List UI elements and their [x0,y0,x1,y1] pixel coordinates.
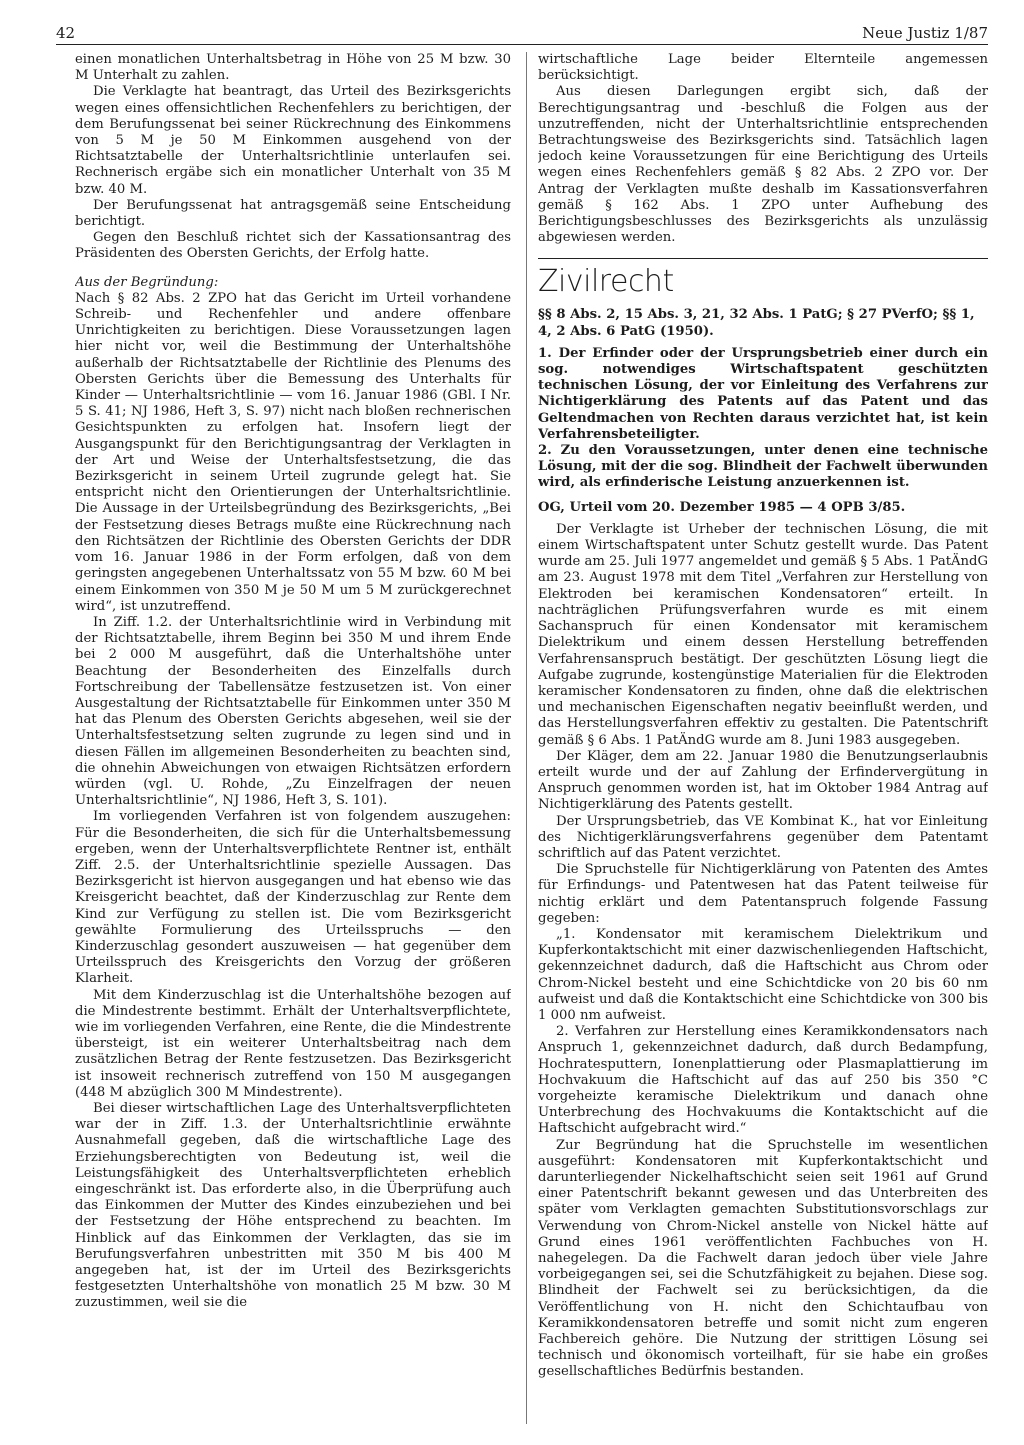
paragraph: Der Kläger, dem am 22. Januar 1980 die Benutzungserlaubnis erteilt wurde und der auf Zahlung der Erfindervergütung in Anspruch genommen worden ist, hat im Oktober 1984 Antrag auf Nichtigerklärung des Patents gestellt. [538,748,988,813]
section-title: Zivilrecht [538,258,988,299]
journal-issue: Neue Justiz 1/87 [862,24,988,42]
column-divider [526,52,527,1424]
paragraph: Der Verklagte ist Urheber der technischen Lösung, die mit einem Wirtschaftspatent unter Schutz gestellt wurde. Das Patent wurde am 25. Juli 1977 angemeldet und gemäß § 5 Abs. 1 PatÄndG am 23. August 1978 mit dem Titel „Verfahren zur Herstellung von Elektroden bei keramischen Kondensatoren“ erteilt. In nachträglichen Prüfungsverfahren wurde es mit einem Sachanspruch für einen Kondensator mit keramischem Dielektrikum und einem dessen Herstellung betreffenden Verfahrensanspruch bestätigt. Der geschützten Lösung liegt die Aufgabe zugrunde, kostengünstige Materialien für die Elektroden keramischer Kondensatoren zu finden, ohne daß die elektrischen und mechanischen Eigenschaften negativ beeinflußt werden, und das Herstellungsverfahren effektiv zu gestalten. Die Patentschrift gemäß § 6 Abs. 1 PatÄndG wurde am 8. Juni 1983 ausgegeben. [538,521,988,748]
paragraph: Die Spruchstelle für Nichtigerklärung von Patenten des Amtes für Erfindungs- und Patentwesen hat das Patent teilweise für nichtig erklärt und dem Patentanspruch folgende Fassung gegeben: [538,862,988,926]
paragraph: Aus diesen Darlegungen ergibt sich, daß der Berechtigungsantrag und -beschluß die Folgen aus der unzutreffenden, nicht der Unterhaltsrichtlinie entsprechenden Betrachtungsweise des Bezirksgerichts sind. Tatsächlich lagen jedoch keine Voraussetzungen für eine Berichtigung des Urteils wegen eines Rechenfehlers gemäß § 82 Abs. 2 ZPO vor. Der Antrag der Verklagten mußte deshalb im Kassationsverfahren gemäß § 162 Abs. 1 ZPO unter Aufhebung des Berichtigungsbeschlusses des Bezirksgerichts als unzulässig abgewiesen werden. [538,84,988,246]
left-column [75,52,511,1425]
paragraph: Die Verklagte hat beantragt, das Urteil des Bezirksgerichts wegen eines offensichtlichen Rechenfehlers zu berichtigen, der dem Berufungssenat bei seiner Rückrechnung des Einkommens von 5 M je 50 M Einkommen ausgehend von der Richtsatztabelle der Unterhaltsrichtlinie unterlaufen sei. Rechnerisch ergäbe sich ein monatlicher Unterhalt von 35 M bzw. 40 M. [75,84,511,197]
court-citation: OG, Urteil vom 20. Dezember 1985 — 4 OPB 3/85. [538,499,906,515]
paragraph: Zur Begründung hat die Spruchstelle im wesentlichen ausgeführt: Kondensatoren mit Kupferkontaktschicht und darunterliegender Nickelhaftschicht seien seit 1961 auf Grund einer Patentschrift bekannt gewesen und das Unterbreiten des später vom Verklagten gemachten Substitutionsvorschlags zur Verwendung von Chrom-Nickel anstelle von Nickel hätte auf Grund eines 1961 veröffentlichten Fachbuches von H. nahegelegen. Da die Fachwelt daran jedoch über viele Jahre vorbeigegangen sei, sei die Schutzfähigkeit zu bejahen. Diese sog. Blindheit der Fachwelt sei zu berücksichtigen, da die Veröffentlichung von H. nicht den Schichtaufbau von Keramikkondensatoren betreffe und somit nicht zum engeren Fachbereich gehöre. Die Nutzung der strittigen Lösung sei technisch und ökonomisch vorteilhaft, für sie habe ein großes gesellschaftliches Bedürfnis bestanden. [538,1137,988,1380]
paragraph: wirtschaftliche Lage beider Elternteile angemessen berücksichtigt. [538,52,988,84]
paragraph: Im vorliegenden Verfahren ist von folgendem auszugehen: Für die Besonderheiten, die sich für die Unterhaltsbemessung ergeben, wenn der Unterhaltsverpflichtete Rentner ist, enthält Ziff. 2.5. der Unterhaltsrichtlinie spezielle Aussagen. Das Bezirksgericht ist hiervon ausgegangen und hat ebenso wie das Kreisgericht beachtet, daß der Kinderzuschlag zur Rente dem Kind zur Verfügung zu stellen ist. Die vom Bezirksgericht gewählte Formulierung des Urteilsspruchs — den Kinderzuschlag gesondert auszuweisen — hat gegenüber dem Urteilsspruch des Kreisgerichts den Vorzug der größeren Klarheit. [75,809,511,987]
paragraph: Nach § 82 Abs. 2 ZPO hat das Gericht im Urteil vorhandene Schreib- und Rechenfehler und andere offenbare Unrichtigkeiten zu berichtigen. Diese Voraussetzungen lagen hier nicht vor, weil die Bestimmung der Unterhaltshöhe außerhalb der Richtsatztabelle der Richtlinie des Plenums des Obersten Gerichts über die Bemessung des Unterhalts für Kinder — Unterhaltsrichtlinie — vom 16. Januar 1986 (GBl. I Nr. 5 S. 41; NJ 1986, Heft 3, S. 97) nicht nach bloßen rechnerischen Gesichtspunkten zu erfolgen hat. Insofern liegt der Ausgangspunkt für den Berichtigungsantrag der Verklagten in der Art und Weise der Unterhaltsfestsetzung, die das Bezirksgericht in seinem Urteil zugrunde gelegt hat. Sie entspricht nicht den Orientierungen der Unterhaltsrichtlinie. Die Aussage in der Urteilsbegründung des Bezirksgerichts, „Bei der Festsetzung dieses Betrags mußte eine Rückrechnung nach den Richtsätzen der Richtlinie des Obersten Gerichts der DDR vom 16. Januar 1986 in der Form erfolgen, daß von dem geringsten angegebenen Unterhaltssatz von 55 M bzw. 60 M bei einem Einkommen von 350 M je 50 M um 5 M zurückgerechnet wird“, ist unzutreffend. [75,290,511,614]
paragraph: Mit dem Kinderzuschlag ist die Unterhaltshöhe bezogen auf die Mindestrente bestimmt. Erhält der Unterhaltsverpflichtete, wie im vorliegenden Verfahren, eine Rente, die die Mindestrente übersteigt, ist ein weiterer Unterhaltsbeitrag nach dem zusätzlichen Betrag der Rente festzusetzen. Das Bezirksgericht ist insoweit rechnerisch zutreffend von 150 M ausgegangen (448 M abzüglich 300 M Mindestrente). [75,987,511,1100]
paragraph: Der Ursprungsbetrieb, das VE Kombinat K., hat vor Einleitung des Nichtigerklärungsverfahrens gegenüber dem Patentamt schriftlich auf das Patent verzichtet. [538,813,988,861]
headnote-2: 2. Zu den Voraussetzungen, unter denen eine technische Lösung, mit der die sog. Blindheit der Fachwelt überwunden wird, als erfinderische Leistung anzuerkennen ist. [538,443,988,491]
paragraph: Der Berufungssenat hat antragsgemäß seine Entscheidung berichtigt. [75,197,511,230]
headnote-1: 1. Der Erfinder oder der Ursprungsbetrieb einer durch ein sog. notwendiges Wirtschaftspatent geschützten technischen Lösung, der vor Einleitung des Verfahrens zur Nichtigerklärung des Patents auf das Patent und das Geltendmachen von Rechten daraus verzichtet hat, ist kein Verfahrensbeteiligter. [538,345,988,442]
patent-claim-2: 2. Verfahren zur Herstellung eines Keramikkondensators nach Anspruch 1, gekennzeichnet dadurch, daß durch Bedampfung, Hochratesputtern, Ionenplattierung oder Plasmaplattierung im Hochvakuum die Haftschicht auf das auf 250 bis 350 °C vorgeheizte keramische Dielektrikum und danach ohne Unterbrechung des Hochvakuums die Kontaktschicht auf die Haftschicht aufgebracht wird.“ [538,1024,988,1137]
paragraph: In Ziff. 1.2. der Unterhaltsrichtlinie wird in Verbindung mit der Richtsatztabelle, ihrem Beginn bei 350 M und ihrem Ende bei 2 000 M ausgeführt, daß die Unterhaltshöhe unter Beachtung der Besonderheiten des Einzelfalls durch Fortschreibung der Tabellensätze festzusetzen ist. Von einer Ausgestaltung der Richtsatztabelle für Einkommen unter 350 M hat das Plenum des Obersten Gerichts abgesehen, weil sie der Unterhaltsfestsetzung selten zugrunde zu legen sind und in diesen Fällen im allgemeinen Besonderheiten zu beachten sind, die ohnehin Abweichungen von etwaigen Richtsätzen erfordern würden (vgl. U. Rohde, „Zu Einzelfragen der neuen Unterhaltsrichtlinie“, NJ 1986, Heft 3, S. 101). [75,614,511,809]
paragraph: Gegen den Beschluß richtet sich der Kassationsantrag des Präsidenten des Obersten Gerichts, der Erfolg hatte. [75,230,511,262]
reasoning-subheading: Aus der Begründung: [75,274,219,290]
page-number: 42 [56,24,76,42]
right-column [538,52,988,1425]
paragraph: Bei dieser wirtschaftlichen Lage des Unterhaltsverpflichteten war der in Ziff. 1.3. der Unterhaltsrichtlinie erwähnte Ausnahmefall gegeben, daß die wirtschaftliche Lage des Erziehungsberechtigten von Bedeutung ist, weil die Leistungsfähigkeit des Unterhaltsverpflichteten erheblich eingeschränkt ist. Das erforderte also, in die Überprüfung auch das Einkommen der Mutter des Kindes einzubeziehen und bei der Festsetzung der Höhe entsprechend zu beachten. Im Hinblick auf das Einkommen der Verklagten, das sie im Berufungsverfahren unbestritten mit 350 M bis 400 M angegeben hat, ist der im Urteil des Bezirksgerichts festgesetzten Unterhaltshöhe von monatlich 25 M bzw. 30 M zuzustimmen, weil sie die [75,1101,511,1311]
paragraph: einen monatlichen Unterhaltsbetrag in Höhe von 25 M bzw. 30 M Unterhalt zu zahlen. [75,52,511,84]
statute-references: §§ 8 Abs. 2, 15 Abs. 3, 21, 32 Abs. 1 PatG; § 27 PVerfO; §§ 1, 4, 2 Abs. 6 PatG (1950). [538,307,975,339]
patent-claim-1: „1. Kondensator mit keramischem Dielektrikum und Kupferkontaktschicht mit einer dazwischenliegenden Haftschicht, gekennzeichnet dadurch, daß die Haftschicht aus Chrom oder Chrom-Nickel besteht und eine Schichtdicke von 20 bis 60 nm aufweist und daß die Kontaktschicht eine Schichtdicke von 300 bis 1 000 nm aufweist. [538,926,988,1023]
page-header [56,18,988,45]
